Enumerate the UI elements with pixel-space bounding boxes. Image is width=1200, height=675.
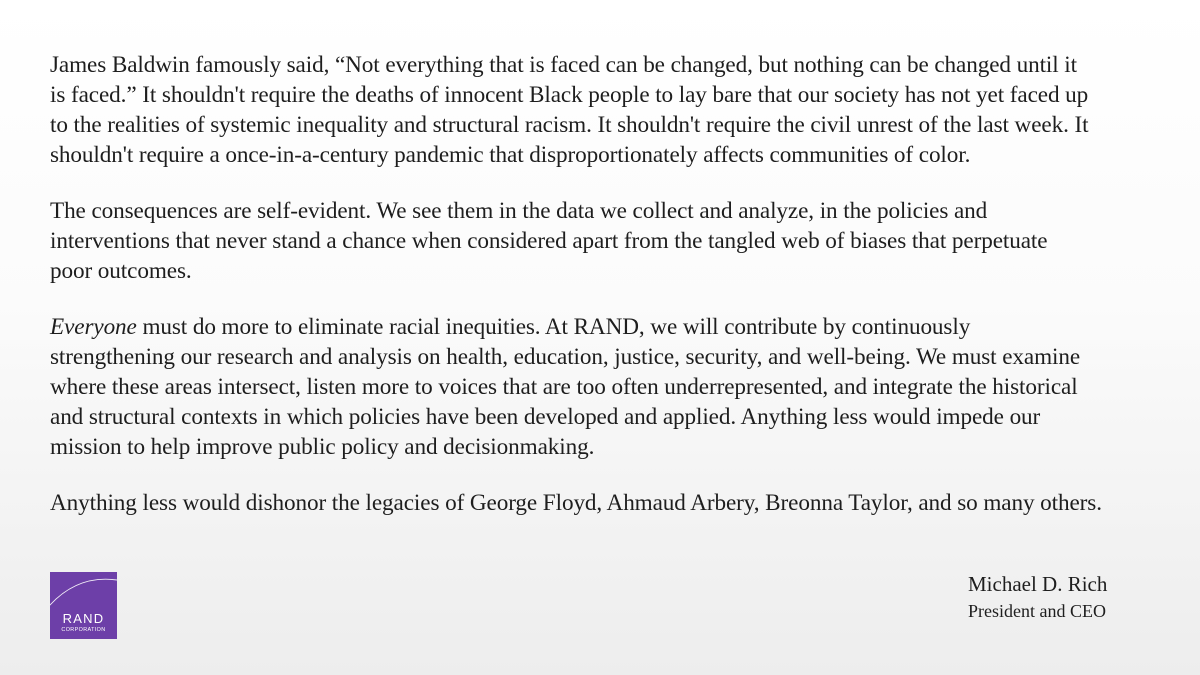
text-line: where these areas intersect, listen more to voices that are too often underrepresented, and integrate the historical (50, 374, 1078, 400)
text-line: poor outcomes. (50, 258, 192, 284)
statement-body (50, 50, 1160, 544)
paragraph-rand-commitment (50, 312, 1160, 462)
text-line: interventions that never stand a chance when considered apart from the tangled web of biases that perpetuate (50, 228, 1048, 254)
signatory-name: Michael D. Rich (968, 572, 1108, 596)
signature-block (968, 570, 1128, 624)
text-line: to the realities of systemic inequality and structural racism. It shouldn't require the civil unrest of the last week. It (50, 112, 1089, 138)
text-line: shouldn't require a once-in-a-century pandemic that disproportionately affects communities of color. (50, 142, 971, 168)
text-line: mission to help improve public policy and decisionmaking. (50, 434, 595, 460)
text-line: Anything less would dishonor the legacies of George Floyd, Ahmaud Arbery, Breonna Taylor, and so many others. (50, 490, 1102, 516)
text-line: The consequences are self-evident. We see them in the data we collect and analyze, in the policies and (50, 198, 988, 224)
paragraph-baldwin-quote (50, 50, 1160, 170)
text-line: strengthening our research and analysis on health, education, justice, security, and well-being. We must examine (50, 344, 1081, 370)
signatory-title: President and CEO (968, 601, 1106, 621)
text-line: James Baldwin famously said, “Not everything that is faced can be changed, but nothing can be changed until it (50, 52, 1077, 78)
text-line: and structural contexts in which policies have been developed and applied. Anything less would impede our (50, 404, 1041, 430)
paragraph-legacies (50, 488, 1160, 518)
emphasis-everyone: Everyone (50, 314, 137, 340)
logo-wordmark: RAND (62, 611, 105, 626)
logo-subtitle: CORPORATION (61, 627, 106, 633)
text-fragment: must do more to eliminate racial inequities. At RAND, we will contribute by continuously (136, 314, 971, 340)
text-line (50, 312, 1160, 342)
text-line: is faced.” It shouldn't require the deaths of innocent Black people to lay bare that our society has not yet faced up (50, 82, 1089, 108)
paragraph-consequences (50, 196, 1160, 286)
rand-logo (50, 572, 117, 639)
